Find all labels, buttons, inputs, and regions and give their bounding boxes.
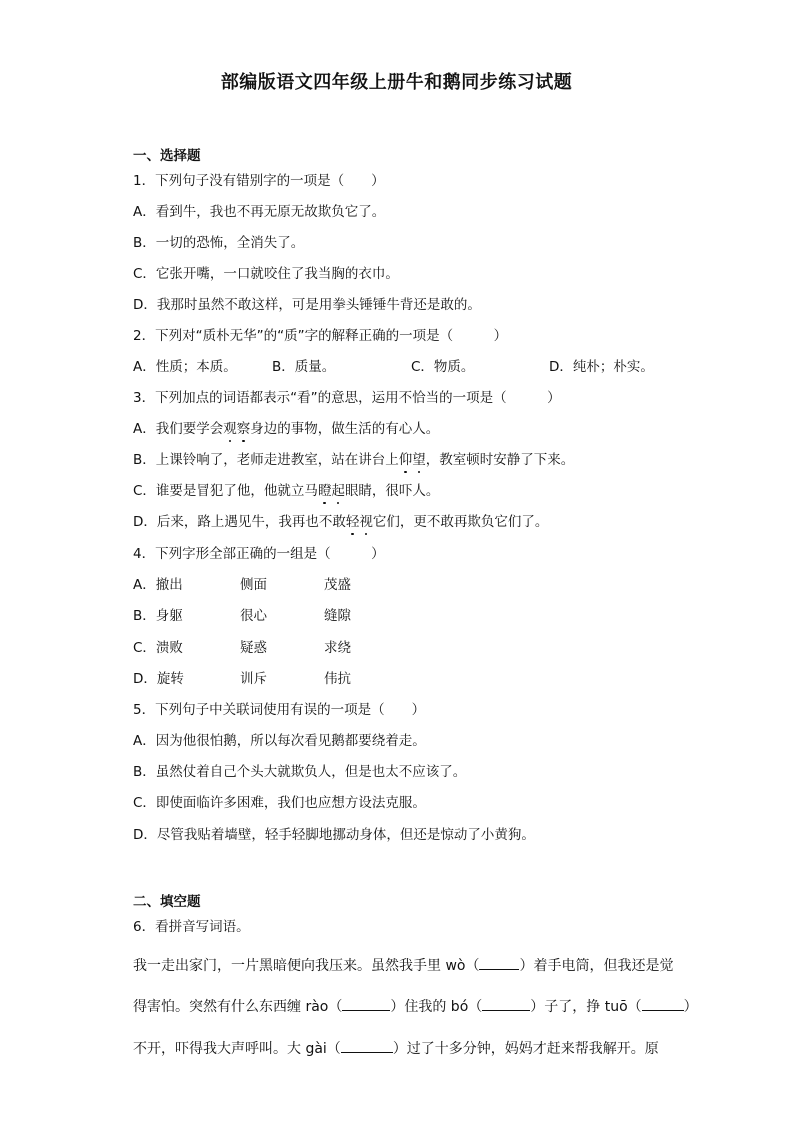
q4-option-row [133, 576, 351, 594]
q2-options [133, 358, 654, 376]
answer-blank[interactable] [482, 997, 530, 1011]
q5-option-d: D．尽管我贴着墙壁，轻手轻脚地挪动身体，但还是惊动了小黄狗。 [133, 827, 535, 843]
q6-text: 我一走出家门，一片黑暗便向我压来。虽然我手里 wò（ [133, 958, 480, 974]
q3-a-text-1: A．我们要学会 [133, 421, 224, 437]
q6-stem: 6．看拼音写词语。 [133, 919, 250, 935]
q3-d-dotted-char: 视 [359, 514, 373, 530]
q3-b-dotted-char: 仰 [398, 452, 413, 468]
answer-blank[interactable] [341, 1039, 393, 1053]
section-fill-heading: 二、填空题 [133, 894, 201, 910]
q3-a-dotted-char: 观 [223, 421, 237, 437]
q1-option-c: C．它张开嘴，一口就咬住了我当胸的衣巾。 [133, 266, 399, 282]
q3-b-dotted-char: 望 [412, 452, 426, 468]
q3-stem: 3．下列加点的词语都表示“看”的意思，运用不恰当的一项是（ ） [133, 390, 561, 406]
q4-word: 侧面 [240, 577, 267, 593]
q4-option-row [133, 607, 351, 625]
q3-d-text-1: D．后来，路上遇见牛，我再也不敢 [133, 514, 346, 530]
q3-a-text-2: 身边的事物，做生活的有心人。 [250, 421, 440, 437]
q3-option-c [133, 482, 439, 500]
q4-word: C．溃败 [133, 640, 183, 656]
q3-c-dotted-char: 起 [331, 483, 345, 499]
q6-passage-line-1 [133, 956, 673, 975]
q3-c-dotted-char: 瞪 [317, 483, 332, 499]
q4-word: 茂盛 [324, 577, 351, 593]
q6-passage-line-2 [133, 997, 698, 1016]
q2-option-c: C．物质。 [411, 359, 475, 375]
q4-word: 伟抗 [324, 671, 351, 687]
q2-option-b: B．质量。 [272, 359, 336, 375]
q1-stem: 1．下列句子没有错别字的一项是（ ） [133, 173, 385, 189]
q6-text: 得害怕。突然有什么东西缠 rào（ [133, 999, 343, 1015]
q6-text: 不开，吓得我大声呼叫。大 gài（ [133, 1041, 341, 1057]
q4-word: 训斥 [240, 671, 267, 687]
q4-word: 很心 [240, 608, 267, 624]
q1-option-d: D．我那时虽然不敢这样，可是用拳头锤锤牛背还是敢的。 [133, 297, 481, 313]
answer-blank[interactable] [342, 997, 390, 1011]
q3-option-b [133, 451, 574, 469]
answer-blank[interactable] [479, 956, 519, 970]
q6-text: ）过了十多分钟，妈妈才赶来帮我解开。原 [392, 1041, 659, 1057]
page-title: 部编版语文四年级上册牛和鹅同步练习试题 [220, 72, 573, 93]
q6-text: ） [683, 999, 698, 1015]
q4-word: 求绕 [324, 640, 351, 656]
q4-word: A．撤出 [133, 577, 183, 593]
q3-option-d [133, 513, 548, 531]
q2-option-a: A．性质；本质。 [133, 359, 237, 375]
q3-d-text-2: 它们，更不敢再欺负它们了。 [372, 514, 549, 530]
q3-c-text-1: C．谁要是冒犯了他，他就立马 [133, 483, 318, 499]
q2-option-d: D．纯朴；朴实。 [549, 359, 654, 375]
q1-option-b: B．一切的恐怖，全消失了。 [133, 235, 305, 251]
q4-word: 疑惑 [240, 640, 267, 656]
section-choice-heading: 一、选择题 [133, 148, 201, 164]
q3-c-text-2: 眼睛，很吓人。 [344, 483, 440, 499]
q3-b-text-1: B．上课铃响了，老师走进教室，站在讲台上 [133, 452, 399, 468]
q3-a-dotted-char: 察 [236, 421, 251, 437]
q5-stem: 5．下列句子中关联词使用有误的一项是（ ） [133, 702, 426, 718]
q5-option-b: B．虽然仗着自己个头大就欺负人，但是也太不应该了。 [133, 764, 467, 780]
answer-blank[interactable] [642, 997, 684, 1011]
q4-word: 缝隙 [324, 608, 351, 624]
q3-option-a [133, 420, 439, 438]
q4-stem: 4．下列字形全部正确的一组是（ ） [133, 546, 385, 562]
q6-text: ）子了，挣 tuō（ [530, 999, 642, 1015]
q5-option-c: C．即使面临许多困难，我们也应想方设法克服。 [133, 795, 426, 811]
q6-text: ）着手电筒，但我还是觉 [519, 958, 674, 974]
q6-passage-line-3 [133, 1039, 659, 1058]
q3-d-dotted-char: 轻 [345, 514, 360, 530]
q3-b-text-2: ，教室顿时安静了下来。 [425, 452, 575, 468]
q4-option-row [133, 670, 351, 688]
q5-option-a: A．因为他很怕鹅，所以每次看见鹅都要绕着走。 [133, 733, 426, 749]
q4-option-row [133, 639, 351, 657]
q6-text: ）住我的 bó（ [390, 999, 483, 1015]
q4-word: B．身躯 [133, 608, 183, 624]
q2-stem: 2．下列对“质朴无华”的“质”字的解释正确的一项是（ ） [133, 328, 508, 344]
q1-option-a: A．看到牛，我也不再无原无故欺负它了。 [133, 204, 386, 220]
q4-word: D．旋转 [133, 671, 184, 687]
